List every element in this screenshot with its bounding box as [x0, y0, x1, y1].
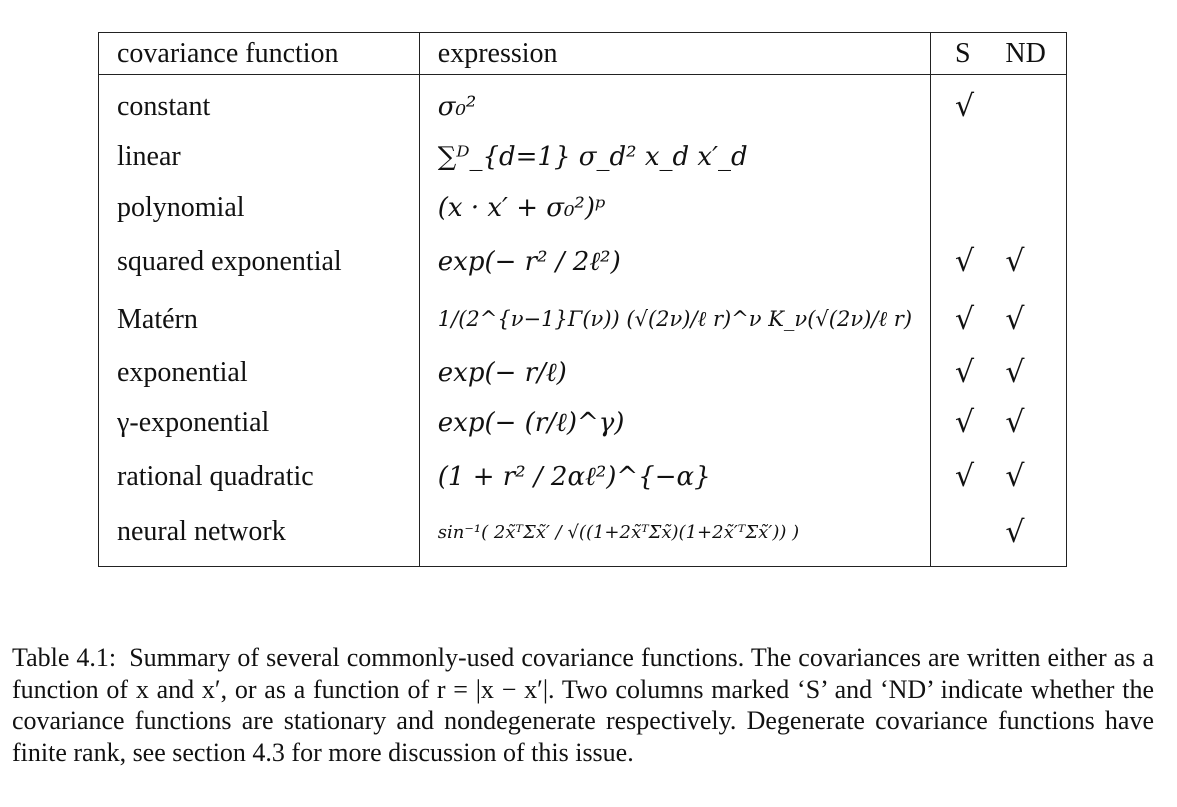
row-nd-check: √: [1005, 244, 1025, 279]
row-name: linear: [99, 131, 420, 183]
row-s-check: √: [955, 459, 975, 494]
row-nd-check: √: [1005, 459, 1025, 494]
row-expression: ∑ᴰ_{d=1} σ_d² x_d x′_d: [419, 131, 930, 183]
header-nd: ND: [1005, 37, 1046, 69]
row-expression: exp(− (r/ℓ)^γ): [419, 397, 930, 449]
table-row: [99, 233, 1067, 291]
row-s-check: [931, 131, 994, 183]
row-expression: (x · x′ + σ₀²)ᵖ: [419, 183, 930, 233]
row-s-check: [931, 505, 994, 567]
row-name: rational quadratic: [99, 449, 420, 505]
row-name: Matérn: [99, 291, 420, 349]
row-nd-check: [993, 131, 1066, 183]
row-s-check: √: [955, 405, 975, 440]
table-row: [99, 449, 1067, 505]
header-covariance-function: covariance function: [99, 33, 420, 75]
row-expression: σ₀²: [419, 75, 930, 131]
table-row: [99, 75, 1067, 131]
table-caption: [12, 642, 1154, 768]
row-s-check: √: [955, 355, 975, 390]
table-row: [99, 397, 1067, 449]
table-row: [99, 349, 1067, 397]
row-expression: (1 + r² / 2αℓ²)^{−α}: [419, 449, 930, 505]
row-nd-check: [993, 183, 1066, 233]
row-name: polynomial: [99, 183, 420, 233]
row-name: constant: [99, 75, 420, 131]
table-row: [99, 183, 1067, 233]
row-name: neural network: [99, 505, 420, 567]
row-name: exponential: [99, 349, 420, 397]
row-nd-check: √: [1005, 405, 1025, 440]
row-nd-check: √: [1005, 355, 1025, 390]
row-expression: exp(− r² / 2ℓ²): [419, 233, 930, 291]
table-row: [99, 291, 1067, 349]
row-nd-check: √: [1005, 302, 1025, 337]
caption-label: Table 4.1:: [12, 643, 117, 672]
row-s-check: √: [955, 89, 975, 125]
header-s: S: [955, 37, 971, 69]
row-expression: exp(− r/ℓ): [419, 349, 930, 397]
row-s-check: √: [955, 302, 975, 337]
covariance-table: [98, 32, 1067, 567]
row-s-check: √: [955, 244, 975, 279]
table-row: [99, 505, 1067, 567]
table-row: [99, 131, 1067, 183]
header-expression: expression: [419, 33, 930, 75]
row-expression: sin⁻¹( 2x̃ᵀΣx̃′ / √((1+2x̃ᵀΣx̃)(1+2x̃′ᵀΣx̃′)) ): [419, 505, 930, 567]
table-header-row: [99, 33, 1067, 75]
row-name: γ-exponential: [99, 397, 420, 449]
row-name: squared exponential: [99, 233, 420, 291]
caption-text: Summary of several commonly-used covariance functions. The covariances are written either as a function of x and x′, or as a function of r = |x − x′|. Two columns marked ‘S’ and ‘ND’ indicate whether the covariance functions are stationary and nondegenerate respectively. Degenerate covariance functions have finite rank, see section 4.3 for more discussion of this issue.: [12, 643, 1155, 767]
row-nd-check: [993, 75, 1066, 131]
row-s-check: [931, 183, 994, 233]
row-expression: 1/(2^{ν−1}Γ(ν)) (√(2ν)/ℓ r)^ν K_ν(√(2ν)/ℓ r): [419, 291, 930, 349]
row-nd-check: √: [1005, 514, 1025, 550]
